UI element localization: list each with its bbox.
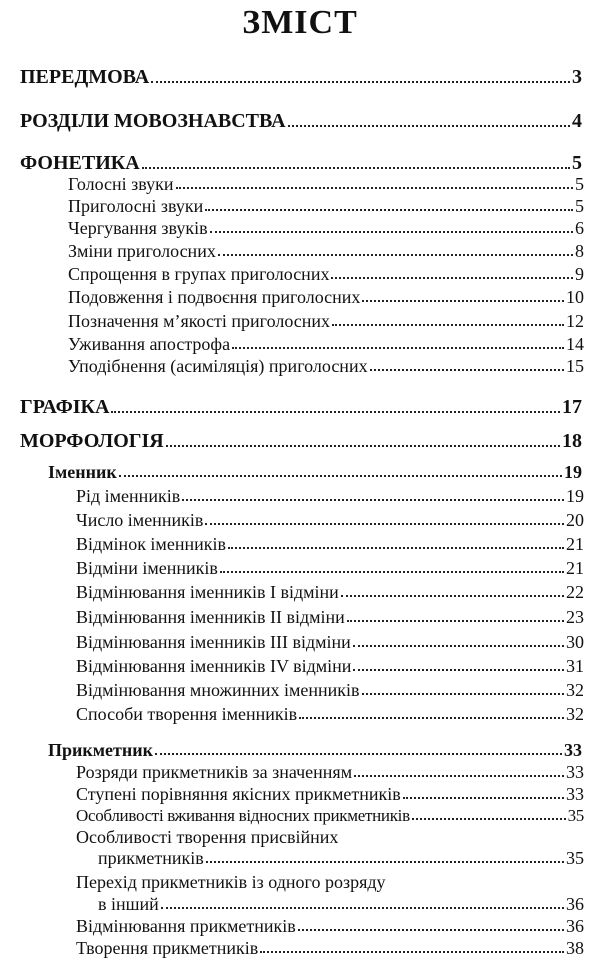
toc-entry-label: Творення прикметників (76, 938, 259, 958)
toc-page-number: 36 (566, 916, 584, 936)
toc-entry[interactable] (98, 848, 584, 869)
toc-entry-label: Розряди прикметників за значенням (76, 762, 353, 782)
dot-leader (232, 347, 564, 349)
dot-leader (353, 669, 564, 671)
toc-page-number: 19 (564, 462, 582, 482)
toc-entry[interactable] (76, 558, 584, 579)
toc-page-number: 30 (566, 632, 584, 652)
toc-entry[interactable] (76, 938, 584, 959)
toc-entry-label: Відмінювання іменників IV відміни (76, 656, 352, 676)
toc-entry[interactable] (76, 680, 584, 701)
dot-leader (341, 595, 564, 597)
toc-entry-label: Подовження і подвоєння приголосних (68, 287, 361, 307)
dot-leader (176, 187, 573, 189)
dot-leader (151, 81, 570, 83)
toc-entry-label: Позначення м’якості приголосних (68, 311, 331, 331)
toc-page-number: 23 (566, 607, 584, 627)
toc-entry-label: Відмінювання прикметників (76, 916, 296, 936)
toc-entry-label: в інший (98, 894, 159, 914)
toc-entry-label: Число іменників (76, 510, 204, 530)
toc-page-number: 4 (572, 110, 582, 132)
toc-entry[interactable] (76, 486, 584, 507)
toc-page-number: 36 (566, 894, 584, 914)
toc-entry-label: Відмінювання іменників І відміни (76, 582, 339, 602)
dot-leader (298, 929, 564, 931)
toc-entry[interactable] (76, 534, 584, 555)
toc-entry-linguistics-sections[interactable] (20, 110, 582, 133)
toc-entry-label: Відмінювання множинних іменників (76, 680, 360, 700)
toc-entry-label: ФОНЕТИКА (20, 152, 140, 174)
toc-entry-label: МОРФОЛОГІЯ (20, 430, 164, 452)
toc-page-number: 32 (566, 680, 584, 700)
dot-leader (142, 167, 570, 169)
dot-leader (260, 951, 564, 953)
toc-entry-label: Чергування звуків (68, 218, 208, 238)
toc-entry[interactable] (68, 218, 584, 239)
toc-entry-label: Голосні звуки (68, 174, 174, 194)
toc-page-number: 19 (566, 486, 584, 506)
toc-entry[interactable] (76, 510, 584, 531)
toc-page-number: 5 (575, 174, 584, 194)
toc-page-number: 31 (566, 656, 584, 676)
toc-entry[interactable] (68, 174, 584, 195)
dot-leader (347, 620, 564, 622)
toc-entry-noun[interactable] (48, 462, 582, 483)
toc-entry[interactable] (68, 311, 584, 332)
toc-page-number: 20 (566, 510, 584, 530)
dot-leader (362, 300, 564, 302)
dot-leader (288, 125, 570, 127)
toc-entry[interactable] (76, 656, 584, 677)
toc-page-number: 35 (566, 848, 584, 868)
dot-leader (370, 369, 564, 371)
toc-entry-morphology[interactable] (20, 430, 582, 453)
toc-entry[interactable] (76, 762, 584, 783)
toc-entry-line1: Особливості творення присвійних (76, 827, 339, 847)
dot-leader (119, 475, 562, 477)
toc-page-number: 35 (567, 806, 584, 825)
dot-leader (182, 499, 564, 501)
toc-entry-label: Відмінок іменників (76, 534, 226, 554)
toc-entry-line1: Перехід прикметників із одного розряду (76, 872, 386, 892)
dot-leader (206, 861, 564, 863)
toc-page-number: 9 (575, 264, 584, 284)
toc-entry[interactable] (76, 632, 584, 653)
toc-page-number: 14 (566, 334, 584, 354)
toc-entry[interactable] (68, 241, 584, 262)
page-title: ЗМІСТ (242, 4, 358, 41)
toc-entry-label: Відміни іменників (76, 558, 218, 578)
toc-entry[interactable] (76, 582, 584, 603)
toc-entry-phonetics[interactable] (20, 152, 582, 175)
toc-entry-label: Приголосні звуки (68, 196, 204, 216)
toc-entry-label: ГРАФІКА (20, 396, 110, 418)
dot-leader (403, 797, 564, 799)
dot-leader (228, 547, 564, 549)
toc-entry-label: Способи творення іменників (76, 704, 298, 724)
toc-entry-label: Зміни приголосних (68, 241, 216, 261)
dot-leader (166, 445, 560, 447)
toc-page-number: 33 (564, 740, 582, 760)
toc-entry[interactable] (68, 356, 584, 377)
toc-page-number: 18 (562, 430, 582, 452)
toc-entry-label: Відмінювання іменників ІІ відміни (76, 607, 345, 627)
dot-leader (332, 324, 564, 326)
dot-leader (111, 411, 560, 413)
toc-page-number: 8 (575, 241, 584, 261)
dot-leader (210, 231, 573, 233)
toc-page-number: 6 (575, 218, 584, 238)
toc-page-number: 22 (566, 582, 584, 602)
dot-leader (362, 693, 565, 695)
toc-entry[interactable] (98, 894, 584, 915)
toc-entry-label: Рід іменників (76, 486, 181, 506)
toc-entry[interactable] (68, 287, 584, 308)
toc-entry-label: Уживання апострофа (68, 334, 231, 354)
toc-entry[interactable] (76, 806, 584, 826)
toc-entry[interactable] (76, 607, 584, 628)
toc-entry[interactable] (76, 784, 584, 805)
dot-leader (205, 523, 564, 525)
toc-entry-label: Спрощення в групах приголосних (68, 264, 330, 284)
toc-entry[interactable] (68, 196, 584, 217)
toc-entry-label: Уподібнення (асиміляція) приголосних (68, 356, 368, 376)
dot-leader (161, 907, 564, 909)
toc-page-number: 17 (562, 396, 582, 418)
toc-page-number: 21 (566, 534, 584, 554)
toc-entry-label: Прикметник (48, 740, 153, 760)
toc-entry-label: Відмінювання іменників ІІІ відміни (76, 632, 351, 652)
toc-entry-label: ПЕРЕДМОВА (20, 66, 150, 88)
toc-entry-label: Особливості вживання відносних прикметників (76, 806, 410, 825)
dot-leader (331, 277, 573, 279)
toc-page-number: 3 (572, 66, 582, 88)
dot-leader (220, 571, 564, 573)
toc-entry-graphics[interactable] (20, 396, 582, 419)
toc-page-number: 33 (566, 784, 584, 804)
toc-entry-foreword[interactable] (20, 66, 582, 89)
toc-entry-label: Іменник (48, 462, 117, 482)
toc-entry[interactable] (76, 704, 584, 725)
toc-entry-label: РОЗДІЛИ МОВОЗНАВСТВА (20, 110, 286, 132)
dot-leader (205, 209, 573, 211)
dot-leader (412, 818, 566, 820)
toc-page-number: 10 (566, 287, 584, 307)
toc-page-number: 32 (566, 704, 584, 724)
toc-page-number: 38 (566, 938, 584, 958)
toc-entry[interactable] (76, 916, 584, 937)
dot-leader (354, 775, 564, 777)
toc-page-number: 21 (566, 558, 584, 578)
toc-entry-adjective[interactable] (48, 740, 582, 761)
toc-page-number: 5 (572, 152, 582, 174)
toc-entry-label: Ступені порівняння якісних прикметників (76, 784, 401, 804)
toc-entry-label: прикметників (98, 848, 204, 868)
toc-page-number: 12 (566, 311, 584, 331)
dot-leader (218, 254, 573, 256)
toc-entry[interactable] (68, 264, 584, 285)
dot-leader (155, 753, 562, 755)
toc-page-number: 15 (566, 356, 584, 376)
toc-page-number: 5 (575, 196, 584, 216)
toc-page-number: 33 (566, 762, 584, 782)
dot-leader (353, 645, 564, 647)
dot-leader (299, 717, 564, 719)
toc-entry[interactable] (68, 334, 584, 355)
